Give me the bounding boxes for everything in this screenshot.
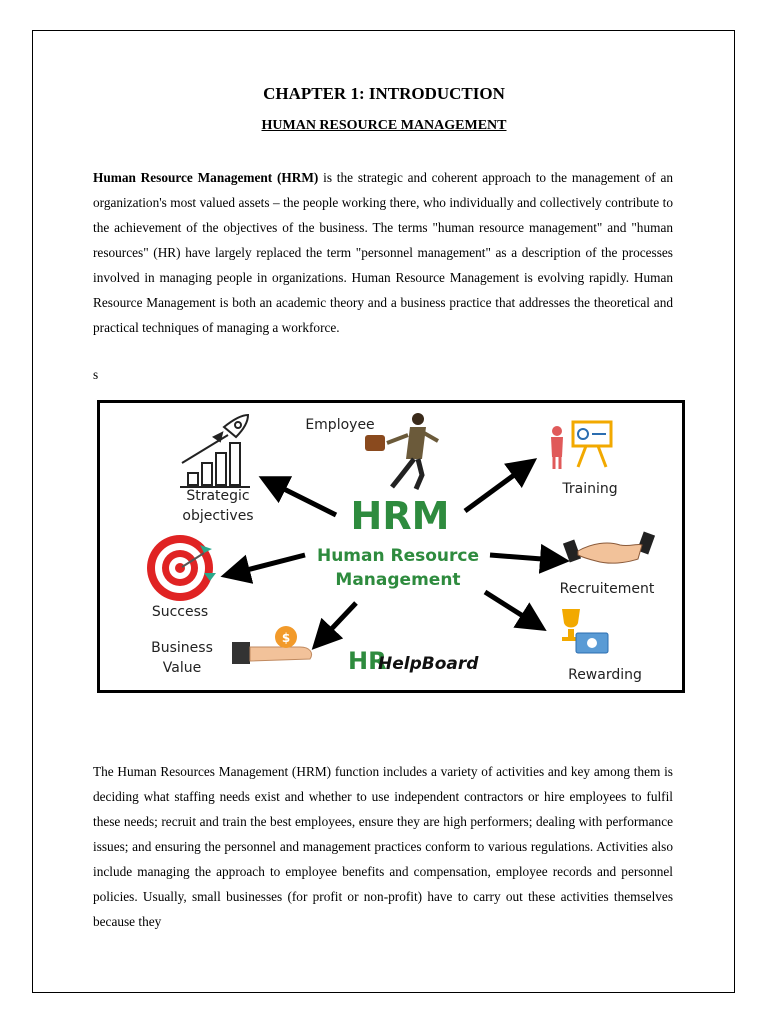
intro-paragraph xyxy=(93,165,673,340)
hand-coin-icon xyxy=(232,626,312,664)
label-business-2: Value xyxy=(162,660,202,676)
handshake-icon xyxy=(563,532,655,564)
svg-text:$: $ xyxy=(281,631,291,645)
hrm-center-title: HRM xyxy=(350,494,450,538)
chapter-title: CHAPTER 1: INTRODUCTION xyxy=(263,84,505,103)
label-training: Training xyxy=(562,481,618,497)
section-title: HUMAN RESOURCE MANAGEMENT xyxy=(261,118,507,133)
hrm-function-text: The Human Resources Management (HRM) function includes a variety of activities and key among them is deciding what staffing needs exist and whether to use independent contractors or hire employees to fulfil these needs; recruit and train the best employees, ensure they are high performers; dealing with performance issues; and ensuring the personnel and management practices conform to various regulations. Activities also include managing the approach to employee benefits and compensation, employee records and personnel policies. Usually, small businesses (for profit or non-profit) have to carry out these activities themselves because they xyxy=(93,764,673,929)
svg-text:HR: HR xyxy=(348,647,387,675)
label-employee: Employee xyxy=(305,417,375,433)
arrow-rewarding xyxy=(485,592,534,623)
label-strategic-2: objectives xyxy=(182,508,254,524)
arrow-business xyxy=(322,603,356,639)
arrow-recruitement xyxy=(490,555,555,560)
label-success: Success xyxy=(151,604,209,620)
hrm-center-sub2: Management xyxy=(335,570,461,590)
hrm-bold-lead: Human Resource Management (HRM) xyxy=(93,170,319,185)
arrow-success xyxy=(235,555,305,573)
svg-text:HelpBoard: HelpBoard xyxy=(378,654,479,674)
label-recruitement: Recruitement xyxy=(559,581,655,597)
strategic-chart-icon xyxy=(180,415,250,487)
hr-helpboard-logo xyxy=(348,647,479,675)
hrm-diagram xyxy=(97,400,685,693)
intro-paragraph-text: is the strategic and coherent approach to the management of an organization's most valued assets – the people working there, who individually and collectively contribute to the achievement of the objectives of the business. The terms "human resource management" and "human resources" (HR) have largely replaced the term "personnel management" as a description of the processes involved in managing people in organizations. Human Resource Management is evolving rapidly. Human Resource Management is both an academic theory and a business practice that addresses the theoretical and practical techniques of managing a workforce. xyxy=(93,170,673,335)
hrm-function-paragraph xyxy=(93,759,673,934)
stray-character: s xyxy=(93,367,99,382)
hrm-diagram-graphic xyxy=(100,403,682,690)
trophy-icon xyxy=(562,609,608,653)
training-board-icon xyxy=(551,422,611,469)
label-strategic-1: Strategic xyxy=(186,488,250,504)
hrm-center-sub1: Human Resource xyxy=(316,546,480,566)
label-business-1: Business xyxy=(151,640,213,656)
running-employee-icon xyxy=(365,413,438,489)
label-rewarding: Rewarding xyxy=(568,667,642,683)
arrow-strategic xyxy=(272,483,336,515)
target-icon xyxy=(147,535,216,601)
arrow-training xyxy=(465,467,525,511)
